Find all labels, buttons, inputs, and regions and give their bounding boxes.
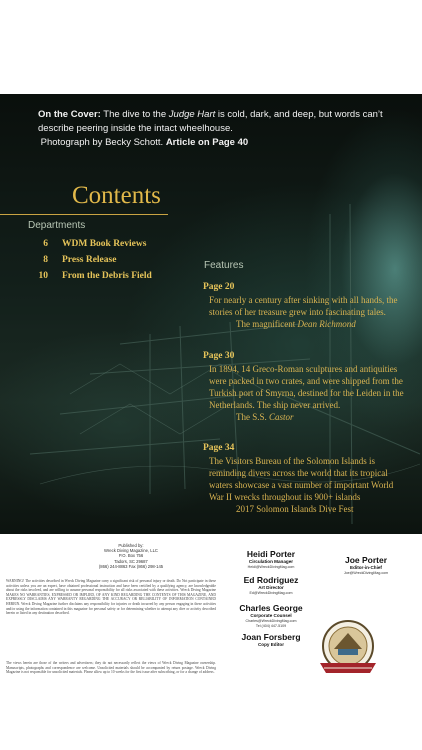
staff-role: Art Director <box>258 585 284 590</box>
photo-credit: Photograph by Becky Schott. <box>40 137 164 148</box>
staff-name: Joe Porter <box>344 555 388 565</box>
cover-caption <box>38 108 408 150</box>
staff-email[interactable]: Ed@WreckDivingMag.com <box>249 591 293 595</box>
wreck-diving-magazine-seal-logo <box>312 619 384 677</box>
feature-text: In 1894, 14 Greco-Roman sculptures and antiquities were packed in two crates, and were shipped from the Turkish port of Smyrna, destined for the Leiden in the Netherlands. The ship never arrived. <box>209 364 404 410</box>
department-title: From the Debris Field <box>62 271 152 281</box>
features-header: Features <box>204 260 244 271</box>
department-page: 10 <box>38 271 48 281</box>
legal-warning: WARNING! The activities described in Wreck Diving Magazine carry a significant risk of personal injury or death. Do Not participate in these activities unless you are an expert, have obtained professional instruction and have been certified by a qualifying agency, are knowledgeable about the risks involved, and are willing to assume personal responsibility for all risks associated with these activities. Wreck Diving Magazine MAKES NO WARRANTIES, EXPRESSED OR IMPLIED, OF ANY KIND REGARDING THE CONTENTS OF THIS MAGAZINE, AND EXPRESSLY DISCLAIMS ANY WARRANTY REGARDING THE ACCURACY OR RELIABILITY OF INFORMATION CONTAINED HEREIN. Wreck Diving Magazine further disclaims any responsibility for injuries or death incurred by any person engaging in these activities and/or using the information contained in this magazine for personal safety or for determining whether to attempt any dive or activity described herein or listed in any destination described. <box>6 579 216 616</box>
department-item[interactable] <box>28 268 208 284</box>
feature-subtitle <box>203 411 409 423</box>
staff-name: Heidi Porter <box>246 549 296 559</box>
feature-item[interactable] <box>203 442 409 515</box>
feature-text: The Visitors Bureau of the Solomon Islands is reminding divers across the world that its tropical waters showcase a vast number of important World War II wrecks throughout its 900+ islands <box>209 456 394 502</box>
feature-subtitle <box>203 318 409 330</box>
department-item[interactable] <box>28 236 208 252</box>
staff-charles-george <box>226 603 316 628</box>
masthead <box>0 537 422 692</box>
staff-phone: Tel (404) 447-5109 <box>255 623 287 628</box>
staff-heidi-porter <box>226 549 316 570</box>
publisher-line: (866) 244-8863 Fax (866) 298-145 <box>98 563 164 569</box>
department-title: WDM Book Reviews <box>62 239 147 249</box>
feature-page: Page 30 <box>203 351 235 361</box>
staff-name: Ed Rodriguez <box>243 575 299 585</box>
publisher-info <box>76 543 186 569</box>
feature-text: For nearly a century after sinking with all hands, the stories of her treasure grew into fascinating tales. <box>209 295 398 317</box>
feature-page: Page 20 <box>203 282 235 292</box>
cover-article-ref[interactable]: Article on Page 40 <box>165 137 249 148</box>
department-page: 6 <box>43 239 48 249</box>
department-title: Press Release <box>62 255 117 265</box>
cover-photo <box>0 94 422 534</box>
staff-email[interactable]: Joe@WreckDivingMag.com <box>343 571 389 575</box>
staff-name: Joan Forsberg <box>241 632 301 642</box>
cover-caption-text-2: is cold, dark, and deep, but words can’t describe peering inside the intact wheelhouse. <box>38 109 383 134</box>
feature-subtitle-prefix: The S.S. <box>236 412 267 422</box>
feature-page: Page 34 <box>203 443 235 453</box>
contents-title: Contents <box>72 182 161 209</box>
department-page: 8 <box>43 255 48 265</box>
staff-name: Charles George <box>239 603 303 613</box>
departments-list <box>28 236 208 284</box>
staff-role: Circulation Manager <box>248 559 294 564</box>
cover-caption-label: On the Cover: <box>38 109 101 120</box>
staff-role: Editor-in-Chief <box>350 565 382 570</box>
publisher-line: Wreck Diving Magazine, LLC <box>104 548 158 554</box>
feature-item[interactable] <box>203 281 409 330</box>
staff-email[interactable]: Heidi@WreckDivingMag.com <box>247 565 295 569</box>
feature-item[interactable] <box>203 350 409 423</box>
publisher-line: Published by: <box>118 543 144 548</box>
contents-divider <box>0 214 168 215</box>
editorial-notice: The views herein are those of the writers and advertisers; they do not necessarily reflect the views of Wreck Diving Magazine ownership. Manuscripts, photographs and correspondence are welcome. Unsolicited materials should be accompanied by return postage. Wreck Diving Magazine is not responsible for unsolicited materials. Please allow up to 10 weeks for the first issue after subscribing, or for a change of address. <box>6 661 216 675</box>
feature-subtitle-name: Dean Richmond <box>297 319 356 329</box>
cover-caption-text-1: The dive to the <box>103 109 167 120</box>
departments-header: Departments <box>28 220 86 231</box>
feature-subtitle-prefix: 2017 Solomon Islands Dive Fest <box>236 504 354 514</box>
cover-caption-vessel: Judge Hart <box>168 109 216 120</box>
feature-subtitle-name: Castor <box>269 412 294 422</box>
publisher-line: Tadors, SC 29687 <box>114 558 148 564</box>
feature-subtitle-prefix: The magnificent <box>236 319 296 329</box>
staff-ed-rodriguez <box>226 575 316 596</box>
feature-subtitle <box>203 503 409 515</box>
staff-email[interactable]: Charles@WreckDivingMag.com <box>245 619 297 623</box>
staff-joan-forsberg <box>226 632 316 648</box>
publisher-line: P.O. Box 756 <box>118 553 144 559</box>
staff-role: Copy Editor <box>257 642 285 647</box>
staff-joe-porter <box>318 555 414 576</box>
department-item[interactable] <box>28 252 208 268</box>
staff-role: Corporate Counsel <box>250 613 292 618</box>
